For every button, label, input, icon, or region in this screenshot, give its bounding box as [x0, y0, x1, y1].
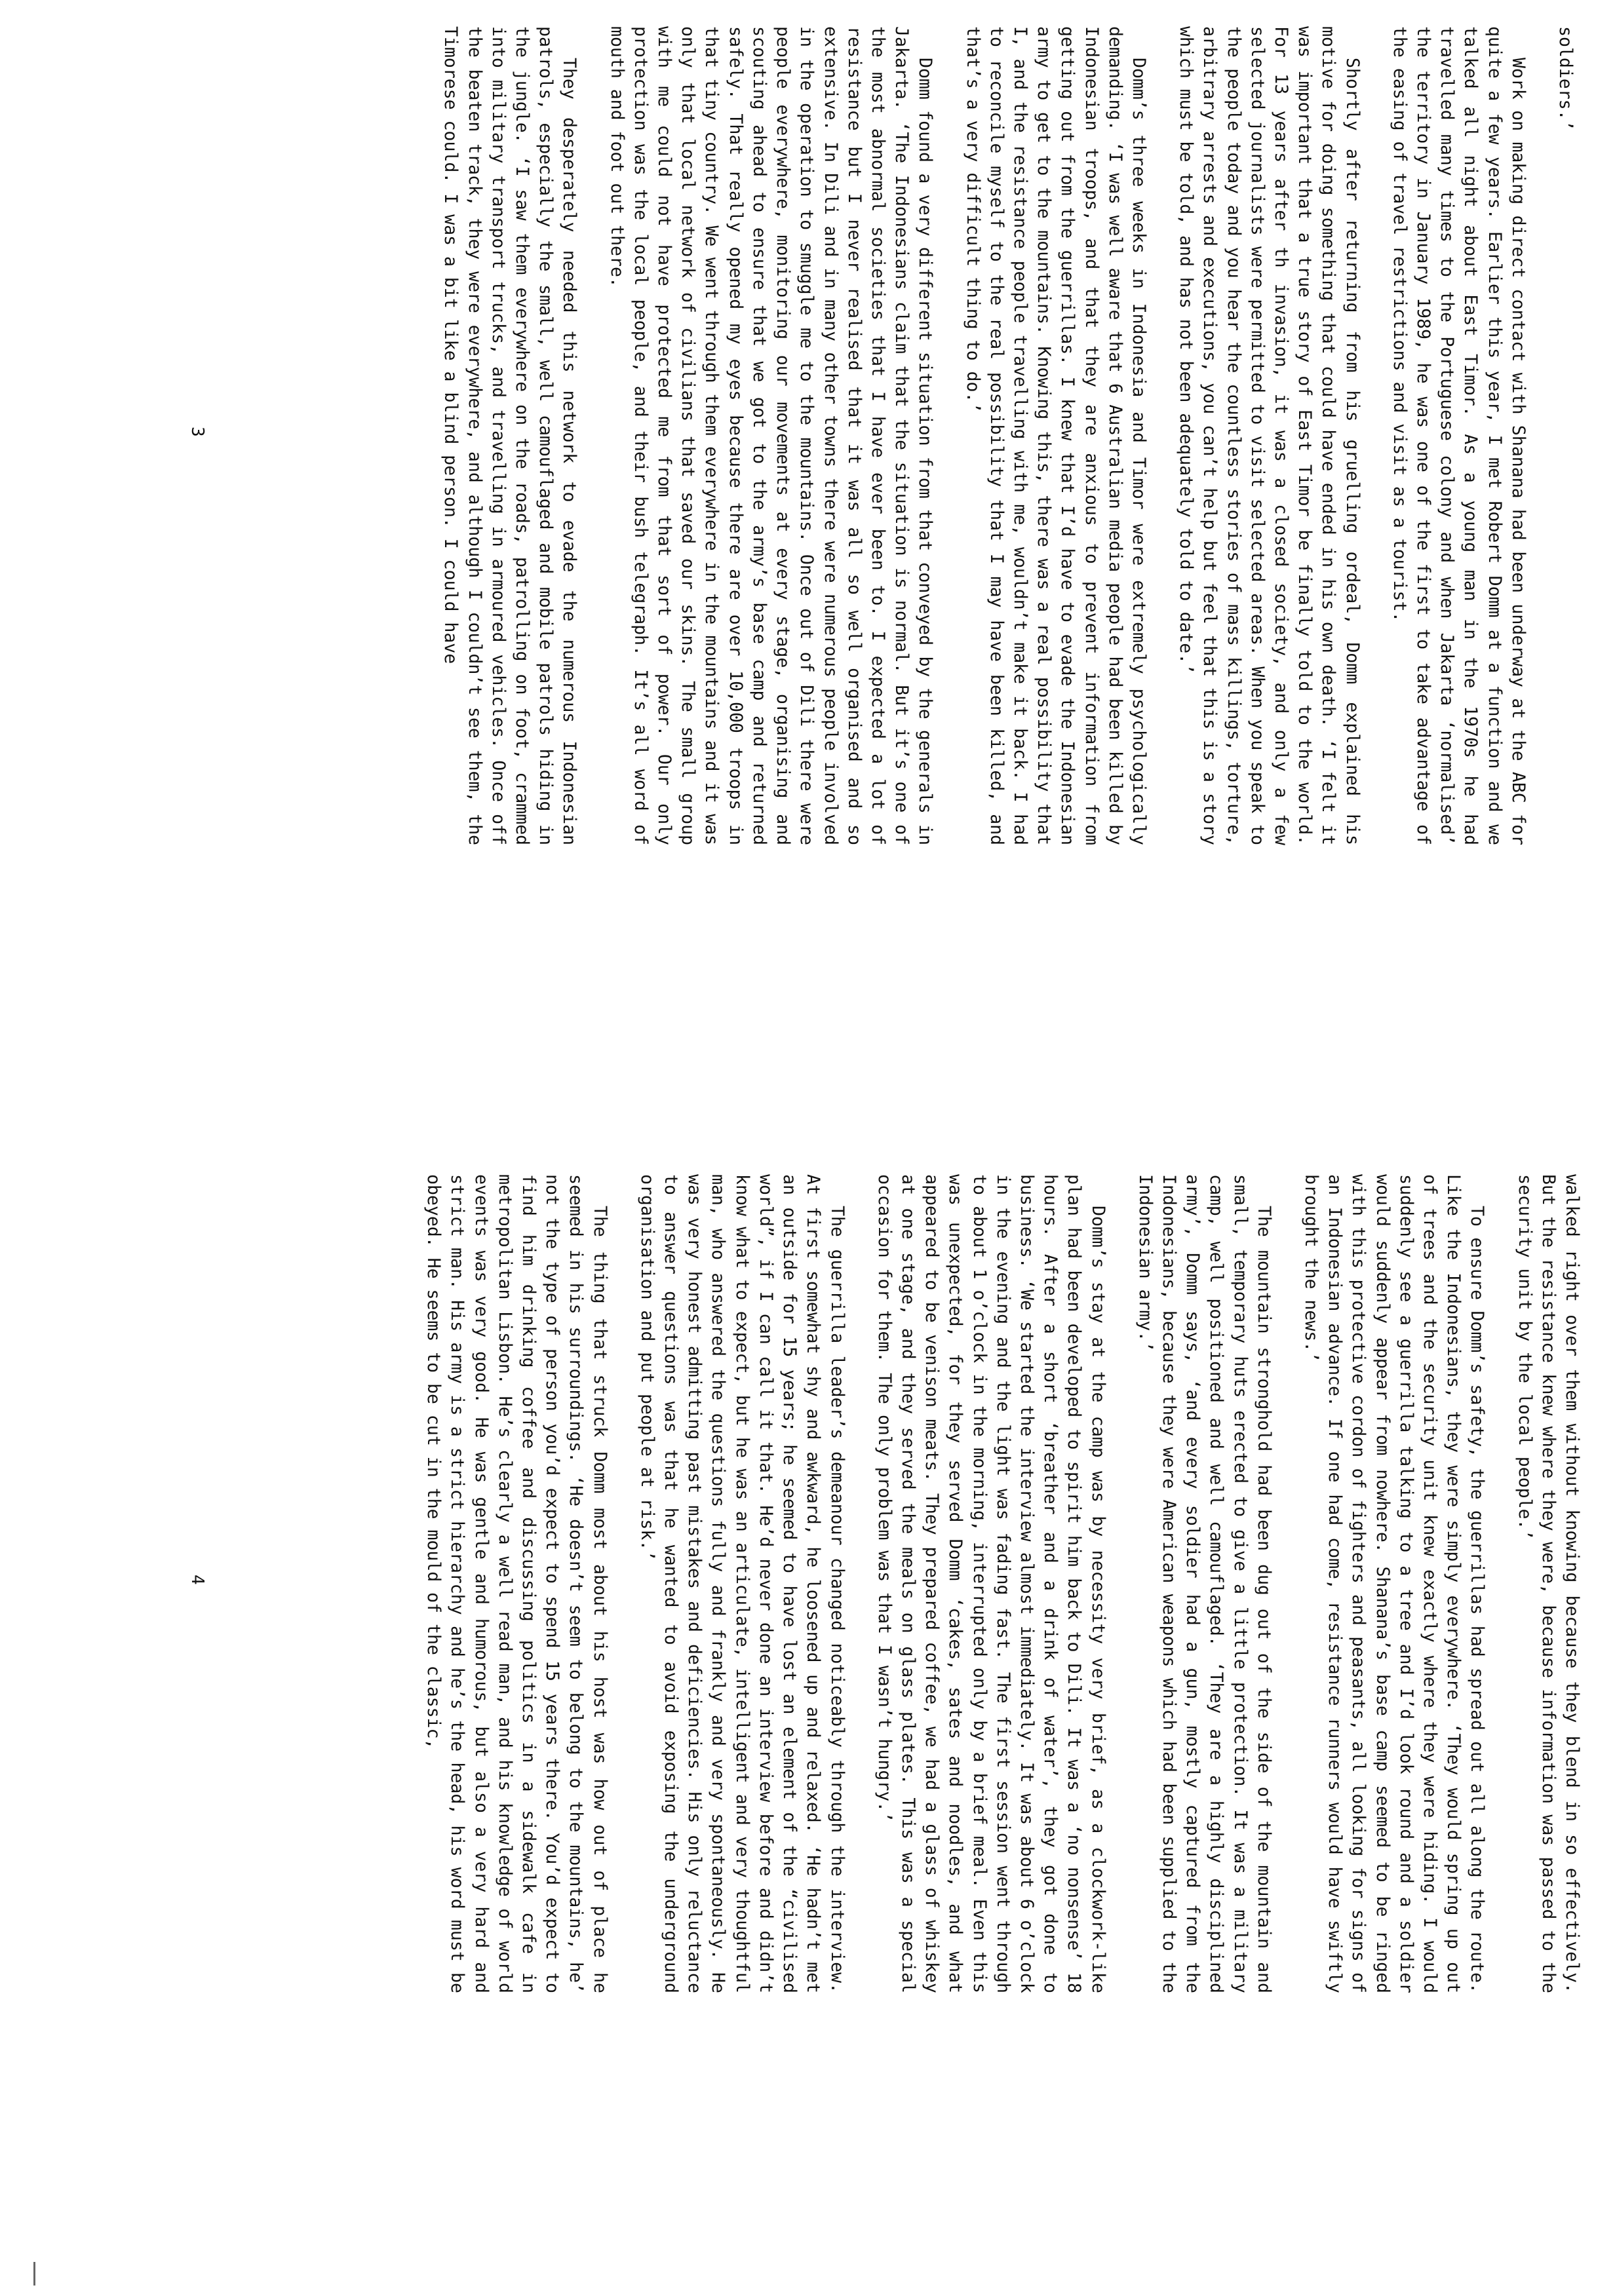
paragraph: walked right over them without knowing because they blend in so effectively. But the resistance knew where they were, because information was passed to the security unit by the local people.’	[1514, 1174, 1582, 1993]
page-4-body	[398, 1174, 1584, 1993]
page-4	[0, 1148, 1615, 2296]
paragraph: They desperately needed this network to evade the numerous Indonesian patrols, especially the small, well camouflaged and mobile patrols hiding in the jungle. ‘I saw them everywhere on the roads, patrolling on foot, crammed into military transport trucks, and travelling in armoured vehicles. Once off the beaten track, they were everywhere, and although I couldn’t see them, the Timorese could. I was a bit like a blind person. I could have	[440, 26, 580, 845]
paragraph: Work on making direct contact with Shanana had been underway at the ABC for quite a few years. Earlier this year, I met Robert Domm at a function and we talked all night about East Timor. As a young man in the 1970s he had travelled many times to the Portuguese colony and when Jakarta ‘normalised’ the territory in January 1989, he was one of the first to take advantage of the easing of travel restrictions and visit as a tourist.	[1389, 26, 1528, 845]
scan-mark	[28, 2262, 35, 2286]
paragraph: Shortly after returning from his gruelling ordeal, Domm explained his motive for doing something that could have ended in his own death. ‘I felt it was important that a true story of East Timor be finally told to the world. For 13 years after th invasion, it was a closed society, and only a few selected journalists were permitted to visit selected areas. When you speak to the people today and you hear the countless stories of mass killings, torture, arbitrary arrests and executions, you can’t help but feel that this is a story which must be told, and has not been adequately told to date.’	[1176, 26, 1363, 845]
paragraph: Domm’s stay at the camp was by necessity very brief, as a clockwork-like plan had been developed to spirit him back to Dili. It was a ‘no nonsense’ 18 hours. After a short ‘breather and a drink of water’, they got done to business. ‘We started the interview almost immediately. It was about 6 o’clock in the evening and the light was fading fast. The first session went through to about 1 o’clock in the morning, interrupted only by a brief meal. Even this was unexpected, for they served Domm ‘cakes, sates and noodles, and what appeared to be venison meats. They prepared coffee, we had a glass of whiskey at one stage, and they served the meals on glass plates. This was a special occasion for them. The only problem was that I wasn’t hungry.’	[874, 1174, 1108, 1993]
page-number: 4	[187, 1575, 207, 1585]
paragraph: soldiers.’	[1555, 26, 1576, 131]
page-3-body	[415, 26, 1577, 845]
paragraph: Domm’s three weeks in Indonesia and Timor were extremely psychologically demanding. ‘I was well aware that 6 Australian media people had been killed by Indonesian troops, and that they are anxious to prevent information from getting out from the guerrillas. I knew that I’d have to evade the Indonesian army to get to the mountains. Knowing this, there was a real possibility that I, and the resistance people travelling with me, wouldn’t make it back. I had to reconcile myself to the real possibility that I may have been killed, and that’s a very difficult thing to do.’	[962, 26, 1149, 845]
page-number: 3	[187, 427, 207, 437]
paragraph: To ensure Domm’s safety, the guerrillas had spread out all along the route. Like the Indonesians, they were simply everywhere. ‘They would spring up out of trees and the security unit knew exactly where they were hiding. I would suddenly see a guerrilla talking to a tree and I’d look round and a soldier would suddenly appear from nowhere. Shanana’s base camp seemed to be ringed with this protective cordon of fighters and peasants, all looking for signs of an Indonesian advance. If one had come, resistance runners would have swiftly brought the news.’	[1300, 1174, 1488, 1993]
paragraph: The mountain stronghold had been dug out of the side of the mountain and small, temporary huts erected to give a little protection. It was a military camp, well positioned and well camouflaged. ‘They are a highly disciplined army’, Domm says, ‘and every soldier had a gun, mostly captured from the Indonesians, because they were American weapons which had been supplied to the Indonesian army.’	[1135, 1174, 1274, 1993]
paragraph: Domm found a very different situation from that conveyed by the generals in Jakarta. ‘The Indonesians claim that the situation is normal. But it’s one of the most abnormal societies that I have ever been to. I expected a lot of resistance but I never realised that it was all so well organised and so extensive. In Dili and in many other towns there were numerous people involved in the operation to smuggle me to the mountains. Once out of Dili there were people everywhere, monitoring our movements at every stage, organising and scouting ahead to ensure that we got to the army’s base camp and returned safely. That really opened my eyes because there are over 10,000 troops in that tiny country. We went through them everywhere in the mountains and it was only that local network of civilians that saved our skins. The small group with me could not have protected me from that sort of power. Our only protection was the local people, and their bush telegraph. It’s all word of mouth and foot out there.	[606, 26, 936, 845]
paragraph: The thing that struck Domm most about his host was how out of place he seemed in his surroundings. ‘He doesn’t seem to belong to the mountains, he’ not the type of person you’d expect to spend 15 years there. You’d expect to find him drinking coffee and discussing politics in a sidewalk cafe in metropolitan Lisbon. He’s clearly a well read man, and his knowledge of world events was very good. He was gentle and humorous, but also a very hard and strict man. His army is a strict hierarchy and he’s the head, his word must be obeyed. He seems to be cut in the mould of the classic,	[423, 1174, 610, 1993]
paragraph: The guerrilla leader’s demeanour changed noticeably through the interview. At first somewhat shy and awkward, he loosened up and relaxed. ‘He hadn’t met an outside for 15 years; he seemed to have lost an element of the “civilised world”, if I can call it that. He’d never done an interview before and didn’t know what to expect, but he was an articulate, intelligent and very thoughtful man, who answered the questions fully and frankly and very spontaneously. He was very honest admitting past mistakes and deficiencies. His only reluctance to answer questions was that he wanted to avoid exposing the underground organisation and put people at risk.’	[636, 1174, 847, 1993]
